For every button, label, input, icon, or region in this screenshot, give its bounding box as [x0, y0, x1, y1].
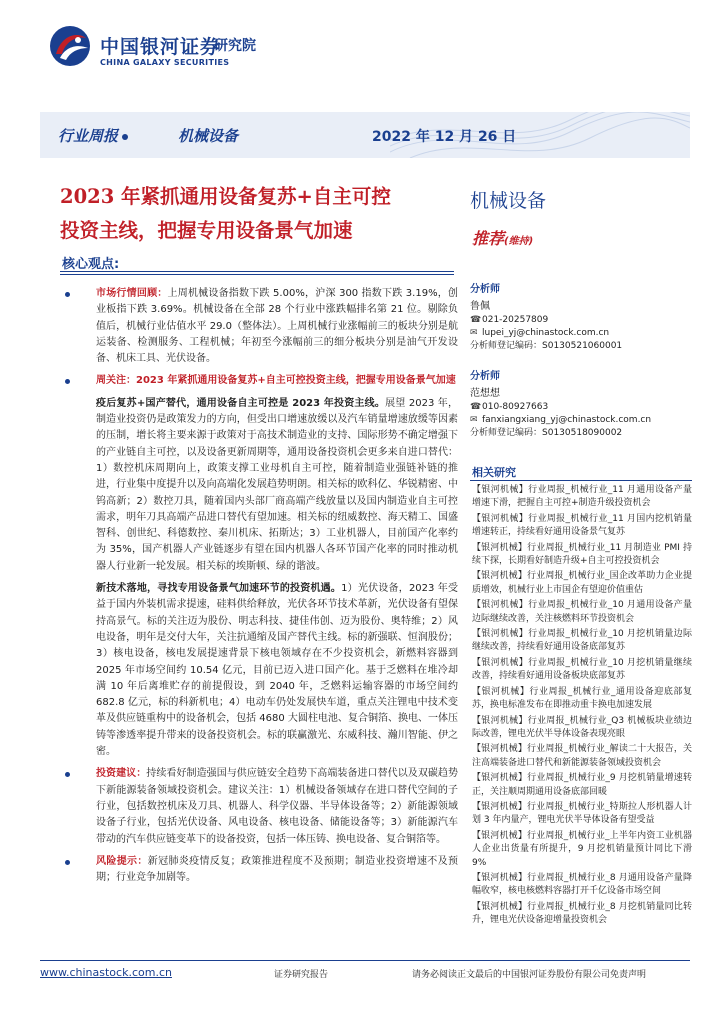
analyst-phone: ☎ 010-80927663	[470, 402, 549, 412]
related-item[interactable]: 【银河机械】行业周报_机械行业_8 月通用设备产量降幅收窄，核电核燃料容器打开千亿设备市场空间	[472, 872, 692, 897]
p2-heading: 新技术落地，寻找专用设备景气加速环节的投资机遇。	[96, 583, 342, 595]
bullet-icon	[65, 292, 70, 297]
email-icon: ✉	[470, 328, 478, 338]
risk-text: 新冠肺炎疫情反复；政策推进程度不及预期；制造业投资增速不及预期；行业竞争加剧等。	[96, 855, 459, 884]
core-heading: 核心观点:	[62, 257, 120, 272]
rating-sub: (维持)	[504, 236, 534, 247]
bullet-icon	[65, 772, 70, 777]
related-item[interactable]: 【银河机械】行业周报_机械行业_11 月国内挖机销量增速转正，持续看好通用设备景气复苏	[472, 513, 692, 538]
related-item[interactable]: 【银河机械】行业周报_机械行业_10 月挖机销量边际继续改善，持续看好通用设备底部复苏	[472, 629, 692, 653]
analyst-phone: ☎ 021-20257809	[470, 315, 549, 325]
analyst-email[interactable]: ✉ lupei_yj@chinastock.com.cn	[470, 328, 610, 338]
focus-text: 周关注：2023 年紧抓通用设备复苏+自主可控投资主线，把握专用设备景气加速	[96, 375, 456, 387]
analyst-name: 鲁佩	[470, 301, 490, 312]
report-date: 2022 年 12 月 26 日	[372, 129, 517, 145]
market-text: 上周机械设备指数下跌 5.00%，沪深 300 指数下跌 3.19%，创业板指下跌 3.69%。机械设备在全部 28 个行业中涨跌幅排名第 21 位。剔除负值后，机械行业估值水平 29.0（整体法）。上周机械行业涨幅前三的板块分别是航运装备、检测服务、工程机械；年初至今涨幅前三的细分板块分别是油气开发设备、机床工具、光伏设备。	[96, 288, 459, 365]
rating-sector: 机械设备	[470, 190, 547, 212]
analyst-heading: 分析师	[470, 284, 500, 295]
related-item[interactable]: 【银河机械】行业周报_机械行业_11 月通用设备产量增速下滑，把握自主可控+制造升级投资机会	[472, 485, 692, 509]
bullet-dot-icon	[122, 134, 128, 140]
title-line-2: 投资主线，把握专用设备景气加速	[60, 219, 353, 242]
weekly-focus	[62, 373, 458, 389]
analyst-reg: 分析师登记编码：S0130521060001	[470, 341, 623, 351]
analyst-block	[470, 280, 690, 353]
analyst-email[interactable]: ✉ fanxiangxiang_yj@chinastock.com.cn	[470, 415, 652, 425]
core-divider-thin	[60, 274, 454, 275]
related-heading: 相关研究	[472, 466, 516, 479]
related-item[interactable]: 【银河机械】行业周报_机械行业_Q3 机械板块业绩边际改善，锂电光伏半导体设备表现亮眼	[472, 715, 692, 739]
core-divider	[60, 271, 454, 272]
report-title	[60, 180, 470, 248]
investment-advice	[62, 766, 458, 847]
rating-label: 推荐(维持)	[472, 229, 534, 248]
market-label: 市场行情回顾：	[96, 288, 168, 299]
related-item[interactable]: 【银河机械】行业周报_机械行业_国企改革助力企业提质增效，机械行业上市国企有望迎价值重估	[472, 571, 692, 595]
report-band	[40, 112, 690, 158]
analyst-reg: 分析师登记编码：S0130518090002	[470, 428, 623, 438]
analyst-block	[470, 367, 690, 440]
analyst-panel	[470, 280, 690, 440]
related-item[interactable]: 【银河机械】行业周报_机械行业_解读二十大报告，关注高端装备进口替代和新能源装备领域投资机会	[472, 744, 692, 768]
related-item[interactable]: 【银河机械】行业周报_机械行业_通用设备迎底部复苏，换电标准发布在即推动重卡换电加速发展	[472, 686, 692, 711]
report-sector: 机械设备	[178, 127, 239, 145]
phone-icon: ☎	[470, 402, 482, 412]
bullet-icon	[65, 860, 70, 865]
related-item[interactable]: 【银河机械】行业周报_机械行业_10 月通用设备产量边际继续改善，关注核燃料环节投资机会	[472, 600, 692, 624]
footer-divider	[40, 960, 690, 961]
p1-text: 展望 2023 年，制造业投资仍是政策发力的方向，但受出口增速放缓以及汽车销量增速放缓等因素的压制，增长将主要来源于政策对于高技术制造业的支持、国际形势不确定增强下的产业链自主可控，以及设备更新周期等，通用设备投资机会更多来自进口替代：1）数控机床周期向上，政策支撑工业母机自主可控，随着制造业强链补链的推进，行业集中度提升以及向高端化发展趋势明朗。相关标的欧科亿、华锐精密、中钨高新；2）数控刀具，随着国内头部厂商高端产线放量以及国内制造业自主可控需求，明年刀具高端产品进口替代有望加速。相关标的纽威数控、海天精工、国盛智科、创世纪、科德数控、秦川机床、拓斯达；3）工业机器人，目前国产化率约为 35%，国产机器人产业链逐步有望在国内机器人各环节国产化率的同时推动机器人行业新一轮发展。相关标的埃斯顿、绿的谐波。	[96, 397, 458, 572]
galaxy-logo-icon	[48, 24, 92, 68]
footer-website-link[interactable]: www.chinastock.com.cn	[40, 966, 172, 979]
footer-disclaimer: 请务必阅读正文最后的中国银河证券股份有限公司免责声明	[412, 970, 647, 980]
invest-text: 持续看好制造强国与供应链安全趋势下高端装备进口替代以及双碳趋势下新能源装备领域投资机会。建议关注：1）机械设备领域存在进口替代空间的子行业，包括数控机床及刀具、机器人、科学仪器、半导体设备等；2）新能源领域设备子行业，包括光伏设备、风电设备、核电设备、储能设备等；3）新能源汽车带动的汽车供应链变革下的设备投资，包括一体压铸、换电设备、复合铜箔等。	[96, 768, 459, 845]
report-type: 行业周报	[58, 125, 128, 146]
general-equipment-paragraph	[62, 396, 458, 575]
related-item[interactable]: 【银河机械】行业周报_机械行业_特斯拉人形机器人计划 3 年内量产，锂电光伏半导体设备有望受益	[472, 801, 692, 826]
logo-chinese-name: 中国银河证券	[100, 36, 221, 58]
email-icon: ✉	[470, 415, 478, 425]
analyst-name: 范想想	[470, 388, 500, 399]
related-divider	[470, 480, 692, 481]
special-equipment-paragraph	[62, 581, 458, 760]
invest-label: 投资建议：	[96, 768, 147, 780]
related-item[interactable]: 【银河机械】行业周报_机械行业_8 月挖机销量同比转升，锂电光伏设备迎增量投资机会	[472, 901, 692, 926]
footer-report-label: 证券研究报告	[274, 970, 329, 980]
p1-heading: 疫后复苏+国产替代，通用设备自主可控是 2023 年投资主线。	[96, 397, 386, 409]
related-item[interactable]: 【银河机械】行业周报_机械行业_9 月挖机销量增速转正，关注顺周期通用设备底部回暖	[472, 773, 692, 797]
p2-text: 1）光伏设备，2023 年受益于国内外装机需求提速，硅料供给释放，光伏各环节技术革新，光伏设备有望保持高景气。标的关注迈为股份、明志科技、捷佳伟创、迈为股份、奥特维；2）风电设备，明年是交付大年，关注抗通缩及国产替代主线。标的新强联、恒润股份；3）核电设备，核电发展提速背景下核电领域存在不少投资机会，新燃料容器到 2025 年市场空间约 10.54 亿元，目前已迈入进口国产化。基于乏燃料在堆冷却满 10 年后离堆贮存的前提假设，到 2040 年，乏燃料运输容器的市场空间约 682.8 亿元，标的科新机电；4）电动车仍处发展快车道，重点关注锂电中技术变革及供应链重构中的设备机会，包括 4680 大圆柱电池、复合铜箔、换电、一体压铸等渗透率提升带来的设备投资机会。标的联赢激光、东威科技、瀚川智能、伊之密。	[96, 583, 458, 758]
related-item[interactable]: 【银河机械】行业周报_机械行业_10 月挖机销量继续改善，持续看好通用设备板块底部复苏	[472, 657, 692, 682]
market-review	[62, 286, 458, 367]
institute-label: 研究院	[214, 38, 256, 54]
related-list	[472, 484, 692, 930]
risk-warning	[62, 854, 458, 887]
analyst-heading: 分析师	[470, 371, 500, 382]
risk-label: 风险提示：	[96, 855, 148, 867]
related-item[interactable]: 【银河机械】行业周报_机械行业_上半年内资工业机器人企业出货量有所提升，9 月挖机销量预计同比下滑 9%	[472, 830, 692, 868]
bullet-icon	[65, 379, 70, 384]
logo-english-name: CHINA GALAXY SECURITIES	[100, 58, 230, 67]
phone-icon: ☎	[470, 315, 482, 325]
title-line-1: 2023 年紧抓通用设备复苏+自主可控	[60, 185, 391, 208]
related-item[interactable]: 【银河机械】行业周报_机械行业_11 月制造业 PMI 持续下探，长期看好制造升级+自主可控投资机会	[472, 542, 692, 567]
core-body	[62, 286, 458, 892]
